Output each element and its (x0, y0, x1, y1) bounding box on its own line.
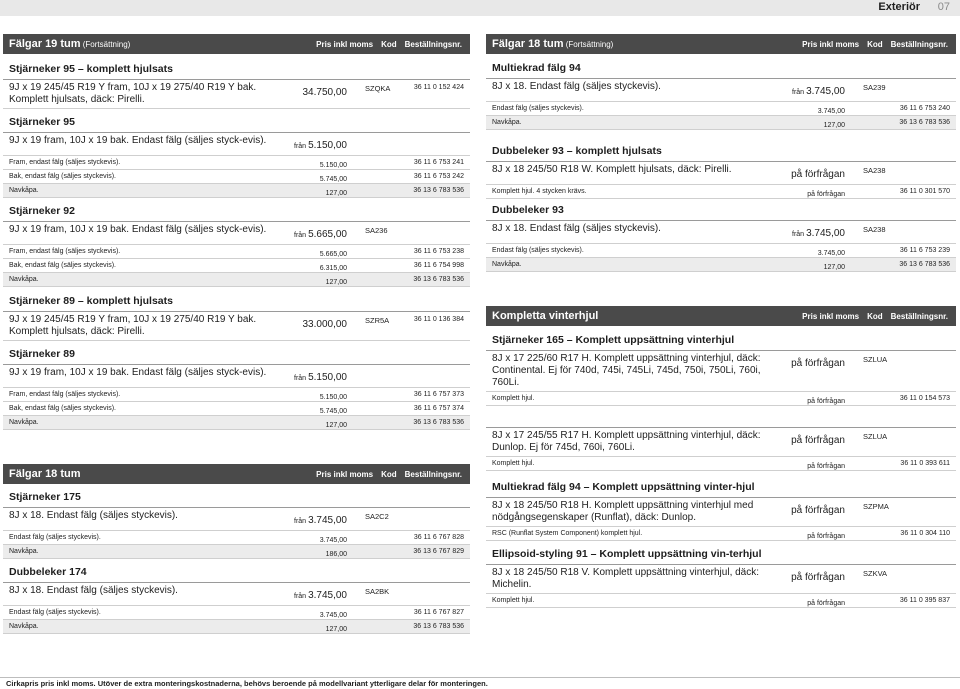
code-column-header: Kod (381, 39, 397, 49)
product-row (486, 498, 956, 527)
price-column-header: Pris inkl moms (316, 39, 374, 49)
row-order-number (895, 223, 950, 225)
price-value: 34.750,00 (302, 87, 347, 98)
row-price (762, 592, 845, 610)
price-value: på förfrågan (807, 462, 845, 470)
product-subheading (3, 559, 470, 583)
row-price (283, 314, 347, 332)
row-order-number: 36 11 0 152 424 (413, 84, 464, 91)
row-order-number: 36 13 6 783 536 (899, 119, 950, 126)
page-header-bar (0, 0, 960, 16)
row-price (762, 430, 845, 448)
price-value: 127,00 (823, 263, 845, 271)
variant-row (3, 545, 470, 559)
section-title (492, 38, 802, 50)
product-row (3, 583, 470, 606)
row-order-number (895, 164, 950, 166)
price-value: 6.315,00 (319, 264, 347, 272)
price-value: på förfrågan (791, 169, 845, 180)
product-row (3, 508, 470, 531)
section-title-text: Fälgar 18 tum (9, 468, 81, 480)
row-description: Fram, endast fälg (säljes styckevis). (9, 247, 121, 255)
price-value: 33.000,00 (302, 319, 347, 330)
row-description: Fram, endast fälg (säljes styckevis). (9, 158, 121, 166)
product-title: Dubbeleker 93 – komplett hjulsats (492, 145, 662, 157)
row-code: SA238 (863, 166, 886, 175)
row-order-number: 36 13 6 767 829 (413, 548, 464, 555)
row-order-number (895, 81, 950, 83)
variant-row (3, 416, 470, 430)
price-value: 5.665,00 (319, 250, 347, 258)
row-description: 8J x 18. Endast fälg (säljes styckevis). (492, 223, 661, 234)
row-price (762, 256, 845, 274)
row-order-number: 36 11 6 753 239 (899, 247, 950, 254)
row-order-number: 36 13 6 783 536 (413, 276, 464, 283)
order-column-header: Beställningsnr. (404, 469, 462, 479)
row-order-number: 36 13 6 783 536 (413, 419, 464, 426)
row-order-number: 36 13 6 783 536 (413, 187, 464, 194)
row-description: Bak, endast fälg (säljes styckevis). (9, 172, 116, 180)
row-order-number (895, 353, 950, 355)
order-column-header: Beställningsnr. (890, 311, 948, 321)
row-description: Komplett hjul. (492, 394, 535, 402)
row-price (762, 525, 845, 543)
variant-row (486, 185, 956, 199)
product-title: Stjärneker 175 (9, 491, 81, 503)
row-price (762, 500, 845, 518)
row-order-number: 36 11 0 304 110 (900, 530, 950, 537)
product-subheading (3, 54, 470, 80)
product-row (3, 133, 470, 156)
price-value: 5.150,00 (319, 161, 347, 169)
row-order-number: 36 11 0 154 573 (899, 395, 950, 402)
row-description: Navkåpa. (9, 418, 39, 426)
price-prefix: från (294, 232, 307, 239)
row-price (762, 223, 845, 241)
variant-row (486, 457, 956, 471)
price-value: 3.745,00 (319, 611, 347, 619)
variant-row (486, 527, 956, 541)
product-title: Stjärneker 89 (9, 348, 75, 360)
row-price (762, 114, 845, 132)
row-description: Bak, endast fälg (säljes styckevis). (9, 261, 116, 269)
row-order-number (401, 585, 464, 587)
section-gap (486, 272, 956, 306)
row-order-number: 36 13 6 783 536 (899, 261, 950, 268)
row-order-number (895, 430, 950, 432)
variant-row (3, 184, 470, 198)
product-title: Dubbeleker 93 (492, 204, 564, 216)
variant-row (3, 170, 470, 184)
product-row (486, 162, 956, 185)
row-description: Navkåpa. (9, 547, 39, 555)
row-order-number: 36 11 6 753 240 (899, 105, 950, 112)
row-description: Navkåpa. (9, 622, 39, 630)
product-subheading (486, 541, 956, 565)
section-title-text: Kompletta vinterhjul (492, 310, 599, 322)
code-column-header: Kod (381, 469, 397, 479)
row-order-number (401, 510, 464, 512)
row-order-number: 36 11 0 136 384 (413, 316, 464, 323)
price-value: på förfrågan (807, 190, 845, 198)
row-description: Fram, endast fälg (säljes styckevis). (9, 390, 121, 398)
row-description: 8J x 17 245/55 R17 H. Komplett uppsättning vinterhjul, däck: Dunlop. Ej för 745d, 760i, 760Li. (492, 430, 761, 453)
row-order-number (401, 224, 464, 226)
price-prefix: från (294, 518, 307, 525)
product-row (486, 428, 956, 457)
row-description: Navkåpa. (9, 186, 39, 194)
variant-row (3, 273, 470, 287)
row-price (762, 81, 845, 99)
row-price (283, 182, 347, 200)
row-description: 8J x 18 245/50 R18 V. Komplett uppsättning vinterhjul, däck: Michelin. (492, 567, 760, 590)
product-row (3, 222, 470, 245)
row-description: Komplett hjul. (492, 459, 535, 467)
page-number: 07 (937, 1, 950, 13)
price-value: på förfrågan (791, 505, 845, 516)
row-description: 8J x 18. Endast fälg (säljes styckevis). (9, 585, 178, 596)
row-description: 8J x 18 245/50 R18 W. Komplett hjulsats, däck: Pirelli. (492, 164, 732, 175)
product-title: Stjärneker 92 (9, 205, 75, 217)
variant-row (3, 620, 470, 634)
row-code: SA239 (863, 83, 886, 92)
product-subheading (3, 198, 470, 222)
order-column-header: Beställningsnr. (404, 39, 462, 49)
price-value: på förfrågan (807, 397, 845, 405)
row-order-number: 36 11 6 754 998 (413, 262, 464, 269)
row-price (762, 390, 845, 408)
row-description: 9J x 19 fram, 10J x 19 bak. Endast fälg (säljes styck-evis). (9, 135, 267, 146)
row-description: Endast fälg (säljes styckevis). (9, 533, 101, 541)
product-row (486, 221, 956, 244)
code-column-header: Kod (867, 39, 883, 49)
row-description: Navkåpa. (9, 275, 39, 283)
row-order-number: 36 11 6 757 374 (413, 405, 464, 412)
row-description: Endast fälg (säljes styckevis). (492, 246, 584, 254)
section-title-text: Fälgar 19 tum (9, 38, 81, 50)
variant-row (3, 531, 470, 545)
section-gap (3, 430, 470, 464)
product-title: Stjärneker 89 – komplett hjulsats (9, 295, 173, 307)
row-description: 8J x 18 245/50 R18 H. Komplett uppsättning vinterhjul med nödgångsegenskaper (Runflat), däck: Dunlop. (492, 500, 754, 523)
section-title-text: Fälgar 18 tum (492, 38, 564, 50)
section-header (486, 306, 956, 326)
left-column (3, 34, 470, 634)
product-subheading (3, 109, 470, 133)
price-column-header: Pris inkl moms (802, 311, 860, 321)
price-value: 5.745,00 (319, 407, 347, 415)
row-order-number (895, 500, 950, 502)
section-title-suffix: (Fortsättning) (80, 40, 131, 49)
product-subheading (486, 471, 956, 498)
row-code: SA238 (863, 225, 886, 234)
section-title (9, 468, 316, 480)
variant-row (3, 259, 470, 273)
row-code: SZR5A (365, 316, 390, 325)
row-description: 9J x 19 fram, 10J x 19 bak. Endast fälg (säljes styck-evis). (9, 367, 267, 378)
row-code: SA2BK (365, 587, 390, 596)
variant-row (3, 245, 470, 259)
price-column-header: Pris inkl moms (316, 469, 374, 479)
price-value: 3.745,00 (817, 249, 845, 257)
price-value: 127,00 (325, 278, 347, 286)
row-price (283, 543, 347, 561)
price-prefix: från (294, 143, 307, 150)
footer-note: Cirkapris pris inkl moms. Utöver de extra monteringskostnaderna, behövs beroende på modellvariant ytterligare delar för monteringen. (6, 679, 488, 688)
price-value: på förfrågan (791, 358, 845, 369)
price-column-header: Pris inkl moms (802, 39, 860, 49)
price-value: på förfrågan (791, 572, 845, 583)
product-title: Stjärneker 95 – komplett hjulsats (9, 63, 173, 75)
variant-row (3, 402, 470, 416)
row-order-number: 36 11 0 395 837 (899, 597, 950, 604)
row-price (283, 135, 347, 153)
row-price (762, 455, 845, 473)
price-prefix: från (294, 593, 307, 600)
row-code (347, 367, 401, 369)
section-header (3, 34, 470, 54)
section-title (9, 38, 316, 50)
row-price (762, 164, 845, 182)
row-code: SZQKA (365, 84, 391, 93)
price-prefix: från (792, 89, 805, 96)
price-value: 3.745,00 (817, 107, 845, 115)
product-title: Ellipsoid-styling 91 – Komplett uppsättning vin-terhjul (492, 548, 762, 560)
row-price (762, 353, 845, 371)
row-code: SA236 (365, 226, 388, 235)
row-price (283, 585, 347, 603)
product-title (492, 424, 770, 427)
product-title: Stjärneker 165 – Komplett uppsättning vinterhjul (492, 334, 735, 346)
product-title: Multiekrad fälg 94 – Komplett uppsättning vinter-hjul (492, 481, 755, 493)
price-value: 127,00 (325, 421, 347, 429)
row-order-number: 36 11 6 753 242 (413, 173, 464, 180)
section-header (3, 464, 470, 484)
price-prefix: från (294, 375, 307, 382)
row-description: 8J x 18. Endast fälg (säljes styckevis). (9, 510, 178, 521)
product-title: Dubbeleker 174 (9, 566, 87, 578)
page-title: Exteriör (878, 1, 920, 13)
row-code: SZKVA (863, 569, 888, 578)
row-price (762, 567, 845, 585)
product-row (3, 80, 470, 109)
variant-row (486, 258, 956, 272)
row-order-number: 36 11 0 301 570 (899, 188, 950, 195)
variant-row (486, 102, 956, 116)
row-description: 9J x 19 fram, 10J x 19 bak. Endast fälg (säljes styck-evis). (9, 224, 267, 235)
product-row (486, 351, 956, 392)
footer (0, 677, 960, 689)
price-value: 127,00 (325, 189, 347, 197)
row-order-number: 36 11 6 757 373 (413, 391, 464, 398)
row-description: RSC (Runflat System Component) komplett hjul. (492, 529, 643, 537)
row-code: SZPMA (863, 502, 889, 511)
product-row (486, 79, 956, 102)
price-value: på förfrågan (807, 599, 845, 607)
row-code (347, 135, 401, 137)
variant-row (486, 244, 956, 258)
price-value: 3.745,00 (308, 515, 347, 526)
product-subheading (486, 54, 956, 79)
variant-row (486, 392, 956, 406)
row-description: Bak, endast fälg (säljes styckevis). (9, 404, 116, 412)
row-order-number (895, 567, 950, 569)
row-description: Komplett hjul. 4 stycken krävs. (492, 187, 587, 195)
row-code: SA2C2 (365, 512, 389, 521)
row-order-number: 36 11 6 767 828 (413, 534, 464, 541)
row-price (283, 414, 347, 432)
product-subheading (486, 130, 956, 162)
product-subheading (3, 341, 470, 365)
row-price (762, 183, 845, 201)
price-value: 3.745,00 (319, 536, 347, 544)
price-value: 5.150,00 (308, 372, 347, 383)
row-description: Komplett hjul. (492, 596, 535, 604)
price-value: 127,00 (823, 121, 845, 129)
row-price (283, 510, 347, 528)
right-column (486, 34, 956, 608)
row-description: Endast fälg (säljes styckevis). (9, 608, 101, 616)
row-description: Navkåpa. (492, 260, 522, 268)
variant-row (486, 594, 956, 608)
row-price (283, 618, 347, 636)
price-value: 3.745,00 (806, 86, 845, 97)
product-subheading (3, 287, 470, 312)
product-subheading (3, 484, 470, 508)
price-prefix: från (792, 231, 805, 238)
row-code: SZLUA (863, 432, 888, 441)
variant-row (3, 606, 470, 620)
code-column-header: Kod (867, 311, 883, 321)
row-price (283, 82, 347, 100)
row-description: Navkåpa. (492, 118, 522, 126)
price-value: 5.745,00 (319, 175, 347, 183)
row-order-number: 36 11 6 753 241 (413, 159, 464, 166)
row-price (283, 271, 347, 289)
product-title: Stjärneker 95 (9, 116, 75, 128)
product-subheading (486, 199, 956, 221)
variant-row (486, 116, 956, 130)
price-value: 5.665,00 (308, 229, 347, 240)
section-header (486, 34, 956, 54)
product-row (3, 312, 470, 341)
section-title-suffix: (Fortsättning) (563, 40, 614, 49)
product-title: Multiekrad fälg 94 (492, 62, 581, 74)
price-value: 5.150,00 (319, 393, 347, 401)
row-price (283, 367, 347, 385)
product-subheading (486, 406, 956, 428)
price-value: 3.745,00 (806, 228, 845, 239)
row-order-number: 36 11 0 393 611 (900, 460, 950, 467)
price-value: 5.150,00 (308, 140, 347, 151)
variant-row (3, 156, 470, 170)
price-value: 186,00 (325, 550, 347, 558)
row-description: 9J x 19 245/45 R19 Y fram, 10J x 19 275/40 R19 Y bak. Komplett hjulsats, däck: Pirelli. (9, 314, 257, 337)
row-order-number (401, 135, 464, 137)
row-description: Endast fälg (säljes styckevis). (492, 104, 584, 112)
price-value: på förfrågan (791, 435, 845, 446)
row-description: 8J x 18. Endast fälg (säljes styckevis). (492, 81, 661, 92)
row-order-number: 36 11 6 753 238 (413, 248, 464, 255)
row-order-number (401, 367, 464, 369)
row-order-number: 36 13 6 783 536 (413, 623, 464, 630)
row-description: 9J x 19 245/45 R19 Y fram, 10J x 19 275/40 R19 Y bak. Komplett hjulsats, däck: Pirelli. (9, 82, 257, 105)
row-code: SZLUA (863, 355, 888, 364)
row-order-number: 36 11 6 767 827 (413, 609, 464, 616)
product-row (486, 565, 956, 594)
row-description: 8J x 17 225/60 R17 H. Komplett uppsättning vinterhjul, däck: Continental. Ej för 740d, 745i, 745Li, 745d, 750i, 750Li, 760i, 760Li. (492, 353, 761, 388)
row-price (283, 224, 347, 242)
price-value: på förfrågan (807, 532, 845, 540)
product-subheading (486, 326, 956, 351)
price-value: 127,00 (325, 625, 347, 633)
variant-row (3, 388, 470, 402)
price-value: 3.745,00 (308, 590, 347, 601)
section-title (492, 310, 802, 322)
product-row (3, 365, 470, 388)
order-column-header: Beställningsnr. (890, 39, 948, 49)
